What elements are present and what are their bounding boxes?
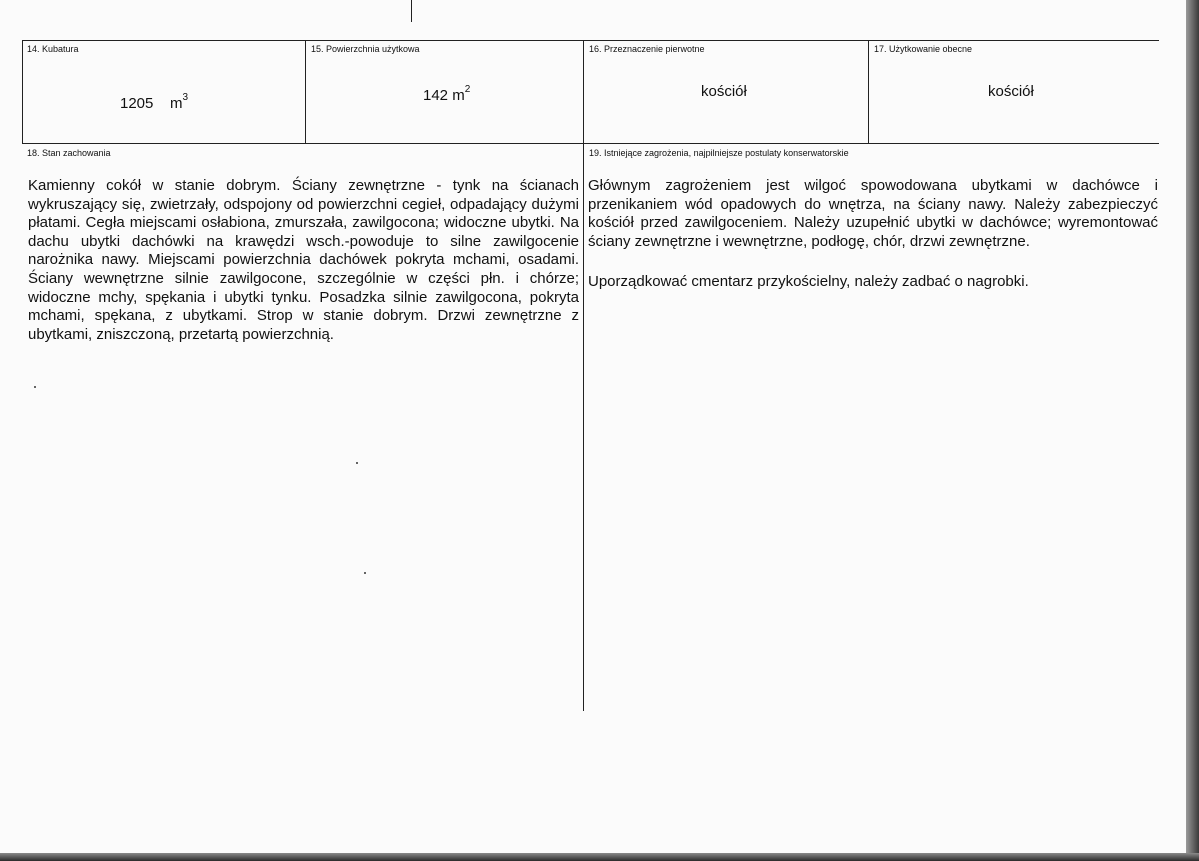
zagrozenia-text: Głównym zagrożeniem jest wilgoć spowodowana ubytkami w dachówce i przenikaniem wód opadowych do wnętrza, na ściany nawy. Należy zabezpieczyć kościół przed zawilgoceniem. Należy uzupełnić ubytki w dachówce; wyremontować ściany zewnętrzne i wewnętrzne, podłogę, chór, drzwi zewnętrzne. — [588, 177, 1158, 250]
top-stub-line — [411, 0, 412, 22]
scan-edge-bottom — [0, 853, 1199, 861]
stan-text: Kamienny cokół w stanie dobrym. Ściany zewnętrzne - tynk na ścianach wykruszający się, zwietrzały, odspojony od powierzchni cegieł, odpadający dużymi płatami. Cegła miejscami osłabiona, zmurszała, zawilgocona; widoczne ubytki. Na dachu ubytki dachówki na krawędzi wsch.-powoduje to silne zawilgocenie narożnika nawy. Miejscami powierzchnia dachówek pokryta mchami, osadami. Ściany wewnętrzne silnie zawilgocone, szczególnie w części płn. i chórze; widoczne mchy, spękania i ubytki tynku. Posadzka silnie zawilgocona, pokryta mchami, spękana, z ubytkami. Strop w stanie dobrym. Drzwi zewnętrzne z ubytkami, zniszczoną, przetartą powierzchnią. — [28, 177, 579, 343]
uzytkowanie-label: 17. Użytkowanie obecne — [874, 44, 973, 54]
kubatura-value: 1205 $m^3$ — [120, 92, 189, 112]
powierzchnia-value: 142 $m^2$ — [423, 84, 471, 104]
przeznaczenie-value: kościół — [701, 83, 747, 100]
table-top-border — [22, 40, 1159, 41]
przeznaczenie-label: 16. Przeznaczenie pierwotne — [589, 44, 705, 54]
scan-edge-right — [1186, 0, 1199, 861]
zagrozenia-label: 19. Istniejące zagrożenia, najpilniejsze postulaty konserwatorskie — [589, 148, 849, 158]
column-divider-3 — [868, 40, 869, 144]
zagrozenia-text-2: Uporządkować cmentarz przykościelny, należy zadbać o nagrobki. — [588, 273, 1029, 290]
uzytkowanie-value: kościół — [988, 83, 1034, 100]
row-divider — [22, 143, 1159, 144]
stray-mark — [34, 386, 36, 388]
column-divider-1 — [305, 40, 306, 144]
column-divider-2 — [583, 40, 584, 711]
stan-label: 18. Stan zachowania — [27, 148, 111, 158]
powierzchnia-label: 15. Powierzchnia użytkowa — [311, 44, 420, 54]
kubatura-label: 14. Kubatura — [27, 44, 79, 54]
stray-mark — [356, 462, 358, 464]
stray-mark — [364, 572, 366, 574]
table-left-border — [22, 40, 23, 144]
